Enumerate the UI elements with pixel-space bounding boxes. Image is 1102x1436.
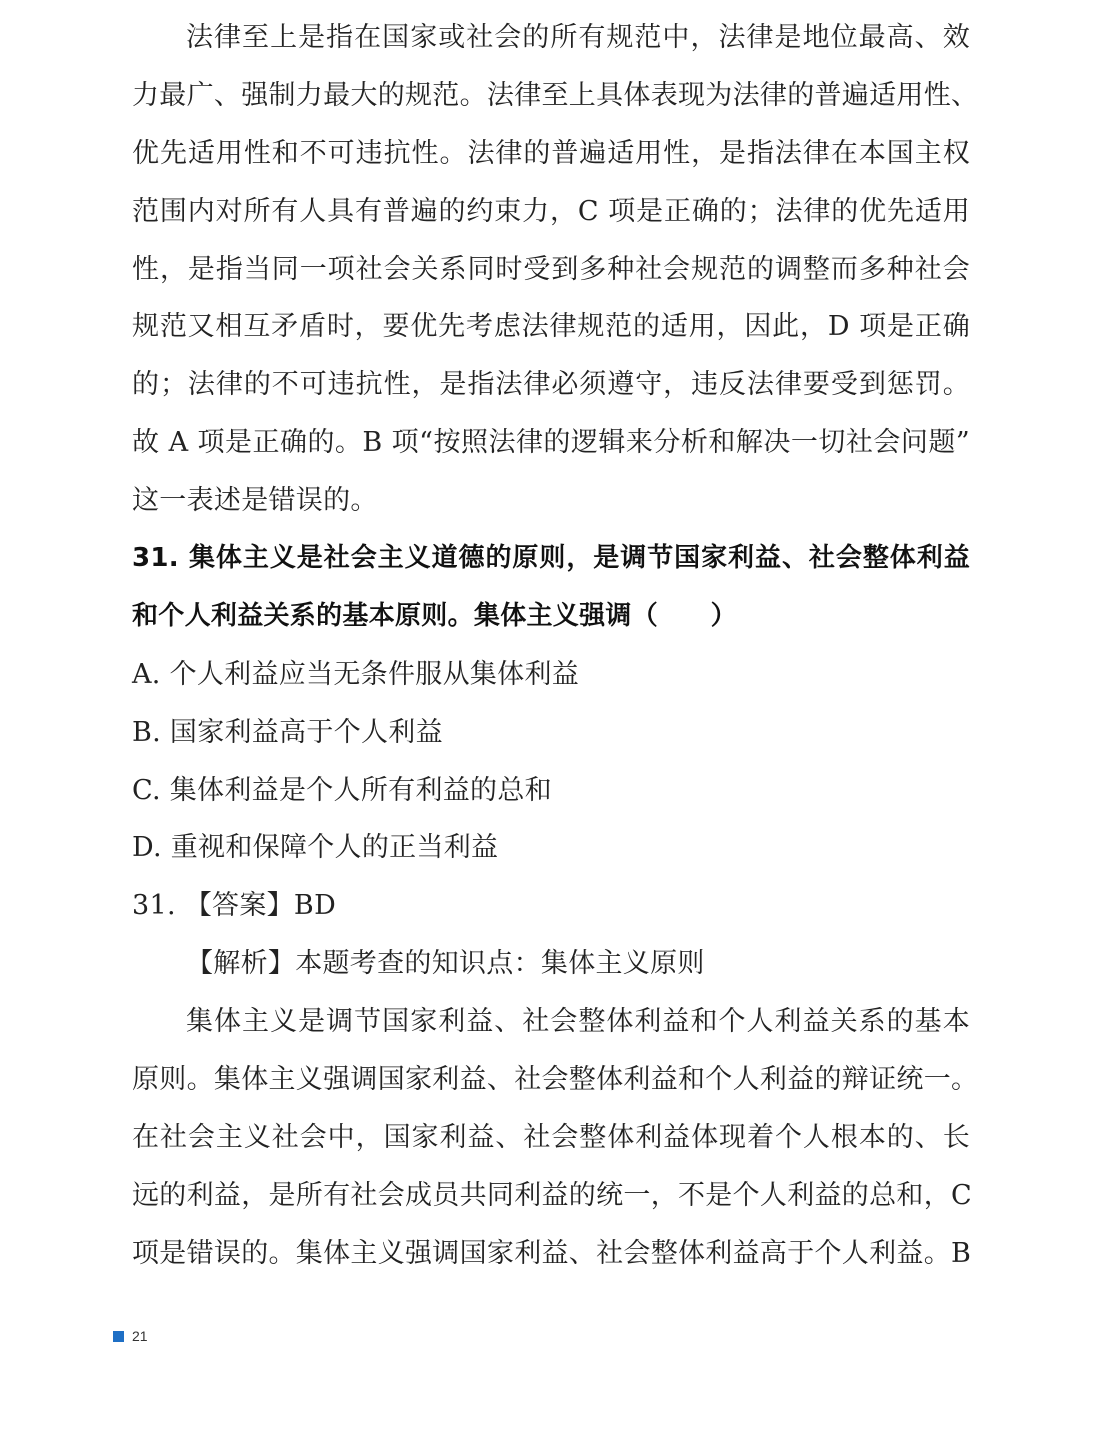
explanation-line-3: 优先适用性和不可违抗性。法律的普遍适用性，是指法律在本国主权: [132, 137, 970, 169]
option-b: B. 国家利益高于个人利益: [132, 716, 443, 748]
question-stem-line-1: 31. 集体主义是社会主义道德的原则，是调节国家利益、社会整体利益: [132, 543, 970, 574]
page-number: 21: [132, 1328, 148, 1344]
analysis-line-3: 在社会主义社会中，国家利益、社会整体利益体现着个人根本的、长: [132, 1121, 970, 1153]
analysis-line-1: 集体主义是调节国家利益、社会整体利益和个人利益关系的基本: [186, 1006, 970, 1038]
page-marker-square-icon: [113, 1331, 124, 1342]
analysis-line-4: 远的利益，是所有社会成员共同利益的统一，不是个人利益的总和，C: [132, 1179, 972, 1211]
page-footer: [113, 1328, 148, 1344]
analysis-line-5: 项是错误的。集体主义强调国家利益、社会整体利益高于个人利益。B: [132, 1237, 972, 1269]
option-a: A. 个人利益应当无条件服从集体利益: [132, 658, 580, 690]
explanation-line-8: 故 A 项是正确的。B 项“按照法律的逻辑来分析和解决一切社会问题”: [132, 427, 970, 459]
analysis-header: 【解析】本题考查的知识点：集体主义原则: [186, 948, 705, 980]
explanation-line-7: 的；法律的不可违抗性，是指法律必须遵守，违反法律要受到惩罚。: [132, 369, 970, 401]
explanation-line-4: 范围内对所有人具有普遍的约束力，C 项是正确的；法律的优先适用: [132, 195, 970, 227]
option-c: C. 集体利益是个人所有利益的总和: [132, 774, 552, 806]
explanation-line-6: 规范又相互矛盾时，要优先考虑法律规范的适用，因此，D 项是正确: [132, 311, 970, 343]
explanation-line-1: 法律至上是指在国家或社会的所有规范中，法律是地位最高、效: [186, 22, 970, 53]
explanation-line-2: 力最广、强制力最大的规范。法律至上具体表现为法律的普遍适用性、: [132, 79, 979, 111]
analysis-line-2: 原则。集体主义强调国家利益、社会整体利益和个人利益的辩证统一。: [132, 1064, 979, 1096]
explanation-line-9: 这一表述是错误的。: [132, 485, 378, 517]
page-body: [132, 9, 979, 1283]
answer-line: 31. 【答案】BD: [132, 890, 337, 922]
explanation-line-5: 性，是指当同一项社会关系同时受到多种社会规范的调整而多种社会: [132, 253, 970, 285]
question-stem-line-2: 和个人利益关系的基本原则。集体主义强调（ ）: [132, 600, 737, 631]
option-d: D. 重视和保障个人的正当利益: [132, 832, 499, 864]
